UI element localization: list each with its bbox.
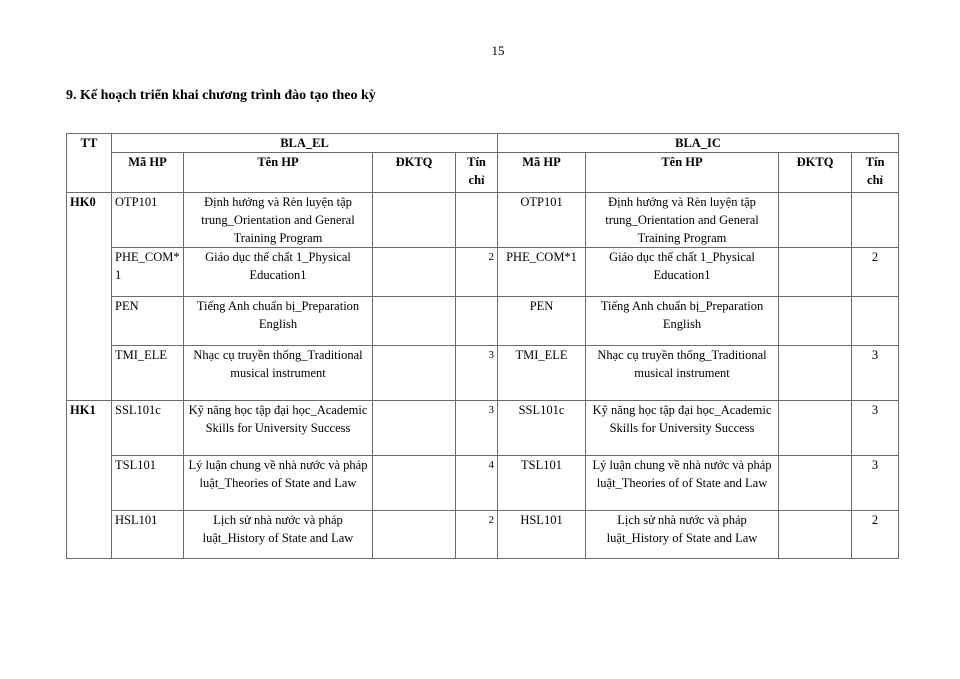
col-credits-left	[456, 153, 498, 193]
section-heading: 9. Kế hoạch triển khai chương trình đào tạo theo kỳ	[66, 88, 376, 103]
course-prereq	[779, 297, 852, 346]
page-number: 15	[491, 43, 505, 58]
col-name-right: Tên HP	[586, 153, 779, 193]
course-name: Lý luận chung về nhà nước và pháp luật_Theories of of State and Law	[586, 456, 779, 511]
course-name: Định hướng và Rèn luyện tập trung_Orientation and General Training Program	[184, 193, 373, 248]
column-header-row	[67, 153, 899, 193]
course-prereq	[373, 346, 456, 401]
course-code: OTP101	[112, 193, 184, 248]
group-left-header: BLA_EL	[112, 134, 498, 153]
col-code-right: Mã HP	[498, 153, 586, 193]
course-prereq	[373, 511, 456, 559]
course-credits	[456, 297, 498, 346]
course-credits: 2	[852, 248, 899, 297]
course-prereq	[779, 248, 852, 297]
col-credits-left-line2: chỉ	[468, 173, 485, 187]
course-prereq	[373, 297, 456, 346]
course-code: OTP101	[498, 193, 586, 248]
course-code: PHE_COM*1	[112, 248, 184, 297]
course-prereq	[373, 456, 456, 511]
course-name: Nhạc cụ truyền thống_Traditional musical instrument	[586, 346, 779, 401]
course-credits	[852, 297, 899, 346]
course-credits: 3	[456, 401, 498, 456]
course-name: Lý luận chung về nhà nước và pháp luật_Theories of State and Law	[184, 456, 373, 511]
course-credits: 2	[456, 511, 498, 559]
course-code: PEN	[112, 297, 184, 346]
course-credits: 3	[852, 456, 899, 511]
tt-header: TT	[67, 134, 112, 153]
course-name: Nhạc cụ truyền thống_Traditional musical instrument	[184, 346, 373, 401]
course-name: Kỹ năng học tập đại học_Academic Skills for University Success	[586, 401, 779, 456]
semester-spacer	[67, 248, 112, 297]
course-prereq	[779, 401, 852, 456]
semester-spacer	[67, 511, 112, 559]
course-name: Giáo dục thể chất 1_Physical Education1	[586, 248, 779, 297]
course-name: Tiếng Anh chuẩn bị_Preparation English	[184, 297, 373, 346]
group-header-row	[67, 134, 899, 153]
course-name: Định hướng và Rèn luyện tập trung_Orientation and General Training Program	[586, 193, 779, 248]
course-credits: 4	[456, 456, 498, 511]
course-prereq	[779, 511, 852, 559]
course-code: TSL101	[498, 456, 586, 511]
course-code: PEN	[498, 297, 586, 346]
course-prereq	[779, 456, 852, 511]
semester-label: HK1	[67, 401, 112, 456]
col-prereq-left: ĐKTQ	[373, 153, 456, 193]
course-credits	[456, 193, 498, 248]
course-prereq	[779, 193, 852, 248]
course-credits: 2	[456, 248, 498, 297]
course-name: Lịch sử nhà nước và pháp luật_History of State and Law	[184, 511, 373, 559]
semester-spacer	[67, 346, 112, 401]
course-code: SSL101c	[112, 401, 184, 456]
course-name: Kỹ năng học tập đại học_Academic Skills for University Success	[184, 401, 373, 456]
course-prereq	[373, 401, 456, 456]
col-credits-left-line1: Tín	[467, 155, 486, 169]
col-code-left: Mã HP	[112, 153, 184, 193]
course-code: HSL101	[112, 511, 184, 559]
course-credits	[852, 193, 899, 248]
course-credits: 3	[852, 346, 899, 401]
course-name: Giáo dục thể chất 1_Physical Education1	[184, 248, 373, 297]
table-row	[67, 401, 899, 456]
semester-spacer	[67, 297, 112, 346]
col-prereq-right: ĐKTQ	[779, 153, 852, 193]
training-plan-table	[66, 133, 899, 559]
semester-spacer	[67, 456, 112, 511]
col-name-left: Tên HP	[184, 153, 373, 193]
table-row	[67, 248, 899, 297]
semester-label: HK0	[67, 193, 112, 248]
course-code: PHE_COM*1	[498, 248, 586, 297]
course-code: SSL101c	[498, 401, 586, 456]
course-prereq	[779, 346, 852, 401]
course-code: TMI_ELE	[112, 346, 184, 401]
course-code: TSL101	[112, 456, 184, 511]
col-credits-right-line2: chỉ	[867, 173, 884, 187]
course-prereq	[373, 248, 456, 297]
course-code: TMI_ELE	[498, 346, 586, 401]
table-row	[67, 511, 899, 559]
course-credits: 3	[852, 401, 899, 456]
course-code: HSL101	[498, 511, 586, 559]
course-credits: 3	[456, 346, 498, 401]
col-credits-right	[852, 153, 899, 193]
course-name: Tiếng Anh chuẩn bị_Preparation English	[586, 297, 779, 346]
table-row	[67, 297, 899, 346]
table-row	[67, 456, 899, 511]
tt-header-spacer	[67, 153, 112, 193]
course-prereq	[373, 193, 456, 248]
group-right-header: BLA_IC	[498, 134, 899, 153]
course-credits: 2	[852, 511, 899, 559]
col-credits-right-line1: Tín	[865, 155, 885, 169]
table-row	[67, 346, 899, 401]
table-row	[67, 193, 899, 248]
course-name: Lịch sử nhà nước và pháp luật_History of State and Law	[586, 511, 779, 559]
